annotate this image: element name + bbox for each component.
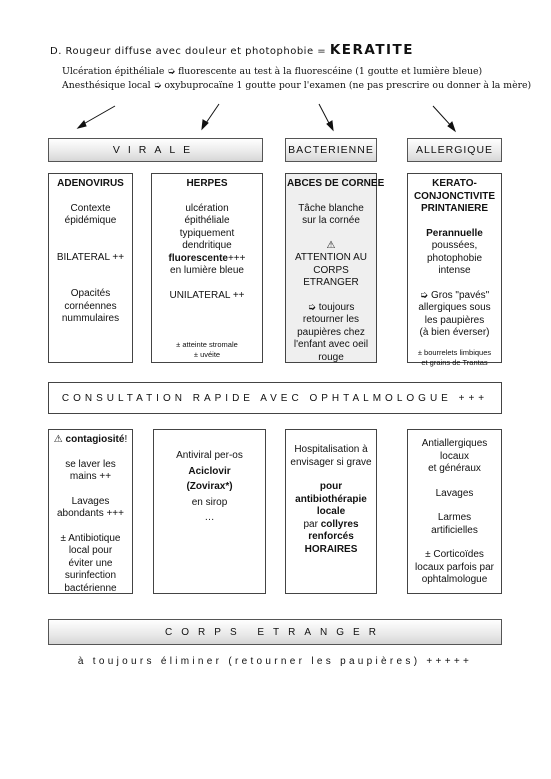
card-title: HERPES [186,178,228,189]
card-title: PRINTANIERE [420,203,489,214]
card-note: ± atteinte stromale [176,340,238,349]
bold-text: contagiosité [65,434,125,445]
card-line: surinfection [64,570,117,581]
card-line: éviter une [68,557,113,569]
card-line: et généraux [428,463,481,474]
card-line: Hospitalisation à [294,444,368,455]
card-line: ➭ toujours [307,301,355,313]
card-line: ± Corticoïdes [425,549,484,560]
arrows-graphic [0,0,551,140]
card-line: envisager si grave [290,456,372,468]
card-line: (à bien éverser) [419,327,490,338]
card-line: Antiallergiques [421,438,488,449]
card-note: et grains de Trantas [421,357,488,367]
card-text: +++ [227,252,246,264]
card-line: épidémique [64,215,117,226]
card-line: ophtalmologue [421,574,488,585]
card-title: KERATO- [432,178,477,189]
card-bold: Aciclovir [188,465,231,477]
treatment-herpes [153,429,266,594]
bold-text: fluorescente [168,252,228,264]
card-line: locaux [440,450,469,462]
card-bold: renforcés [308,531,354,542]
header-virale: VIRALE [48,138,263,162]
card-line: Lavages [435,487,474,499]
card-line: Tâche blanche [298,202,364,214]
card-bold: pour [319,481,343,492]
card-line: sur la cornée [302,215,360,226]
card-line: CORPS ETRANGER [303,264,359,288]
card-line: allergiques sous [418,302,491,313]
card-line: UNILATERAL ++ [169,289,245,301]
intro-line-1: Ulcération épithéliale ➭ fluorescente au test à la fluorescéine (1 goutte et lumière bleue) [62,66,483,77]
card-herpes [151,173,263,363]
card-line: typiquement [179,227,235,239]
header-bacterienne: BACTERIENNE [285,138,377,162]
card-line: intense [438,265,471,276]
intro-line-2: Anesthésique local ➭ oxybuprocaïne 1 goutte pour l'examen (ne pas prescrire ou donner à la mère) [62,80,532,91]
card-title: ABCES DE CORNEE [287,178,385,189]
title-prefix: D. Rougeur diffuse avec douleur et photophobie = [50,46,330,57]
card-line: photophobie [426,252,483,264]
warning-icon: ⚠ [326,239,336,251]
card-line: Antiviral per-os [176,450,243,461]
treatment-bacterienne [285,429,377,594]
card-line: ± Antibiotique [60,532,121,544]
card-line: artificielles [431,524,478,536]
card-abces [285,173,385,363]
card-line: rouge [318,351,344,363]
title-main: KERATITE [329,42,414,58]
card-line: les paupières [424,314,485,326]
card-line [290,519,372,532]
card-line: Lavages [71,495,110,507]
card-line: dendritique [182,240,232,251]
card-line [53,434,128,447]
card-kerato [407,173,502,367]
card-note: ± uvéite [193,350,221,359]
card-line: Contexte [70,202,111,214]
card-bold: locale [316,506,346,517]
card-line: ulcération [185,202,229,214]
card-line: paupières chez [297,326,365,338]
arrow-3-head [327,121,333,130]
card-line: Larmes [437,512,472,523]
card-line: bactérienne [64,582,117,594]
bold-text: collyres [320,518,359,530]
treatment-allergique [407,429,502,594]
card-line: en lumière bleue [170,265,244,276]
arrow-1-head [78,121,86,128]
card-line: nummulaires [61,313,120,324]
card-bold: antibiothérapie [295,493,367,505]
card-line [156,253,258,266]
card-bold: (Zovirax*) [186,481,233,492]
header-allergique: ALLERGIQUE [407,138,502,162]
card-title: CONJONCTIVITE [413,190,496,202]
card-line: abondants +++ [56,508,124,519]
card-line: Opacités [70,288,111,299]
card-title: ADENOVIRUS [57,178,124,189]
card-text: ! [124,434,128,445]
card-line: locaux parfois par [415,561,494,573]
footer-note: à toujours éliminer (retourner les paupières) +++++ [77,656,473,667]
card-line: l'enfant avec oeil [293,339,369,350]
card-adenovirus [48,173,133,363]
card-note: ± bourrelets limbiques [417,347,492,357]
card-line: cornéennes [64,300,117,312]
card-line: se laver les [65,458,116,470]
card-bold: Perannuelle [426,227,483,239]
card-line: poussées, [431,240,478,251]
card-line: mains ++ [69,471,112,482]
card-line: en sirop [191,496,228,508]
card-line: local pour [68,545,113,556]
treatment-adenovirus [48,429,133,594]
warning-icon: ⚠ [53,434,63,445]
card-line: épithéliale [184,215,230,226]
card-line: … [204,512,215,523]
card-line: retourner les [302,314,360,325]
consultation-banner: CONSULTATION RAPIDE AVEC OPHTALMOLOGUE +++ [48,382,502,414]
card-line: ➭ Gros "pavés" [419,289,490,301]
corps-etranger-banner: CORPS ETRANGER [48,619,502,645]
card-line: BILATERAL ++ [56,251,125,263]
card-text: par [303,518,318,530]
card-line: ATTENTION AU [294,252,368,263]
card-bold: HORAIRES [304,543,358,555]
